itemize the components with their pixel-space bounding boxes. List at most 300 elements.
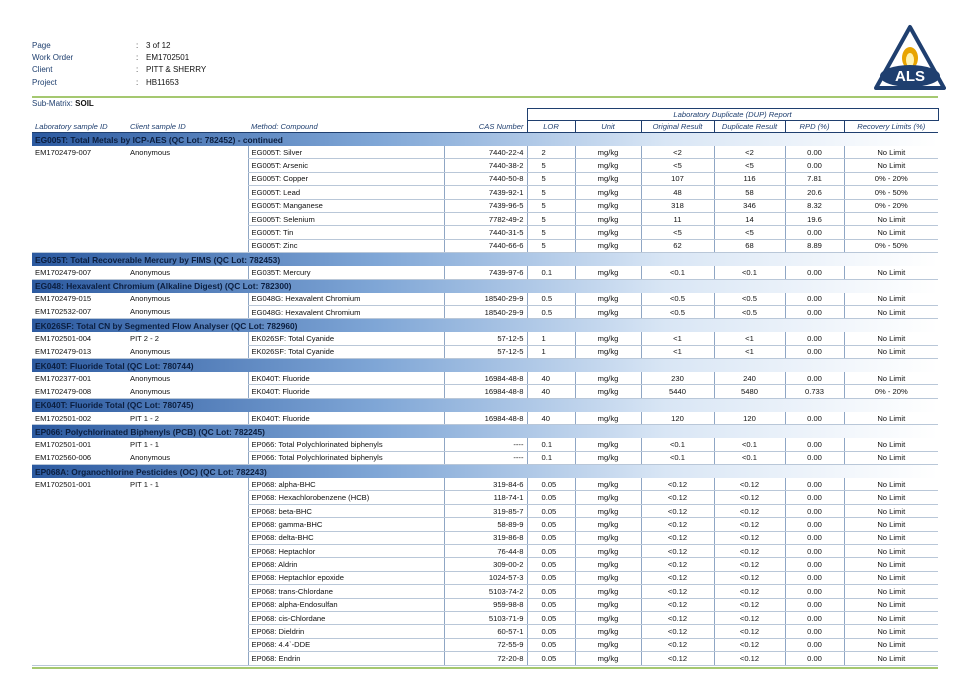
client-sample-id: Anonymous bbox=[127, 385, 248, 398]
table-row bbox=[32, 199, 938, 212]
meta-key: Page bbox=[32, 41, 51, 50]
table-row bbox=[32, 652, 938, 665]
duplicate-result: <0.5 bbox=[714, 293, 785, 306]
meta-key: Project bbox=[32, 77, 57, 87]
original-result: <0.12 bbox=[641, 571, 714, 584]
lor-value: 5 bbox=[527, 186, 575, 199]
meta-page: Page : 3 of 12 bbox=[32, 40, 206, 52]
recovery-limits: 0% - 20% bbox=[844, 172, 938, 185]
duplicate-result: <0.1 bbox=[714, 266, 785, 279]
original-result: <1 bbox=[641, 332, 714, 345]
original-result: <0.1 bbox=[641, 438, 714, 451]
table-row bbox=[32, 531, 938, 544]
unit: mg/kg bbox=[575, 186, 641, 199]
cas-number: 319-84-6 bbox=[444, 478, 527, 491]
rpd-value: 0.00 bbox=[785, 491, 844, 504]
original-result: <0.12 bbox=[641, 531, 714, 544]
unit: mg/kg bbox=[575, 652, 641, 665]
table-row bbox=[32, 239, 938, 252]
client-sample-id bbox=[127, 611, 248, 624]
cas-number: 16984-48-8 bbox=[444, 412, 527, 425]
col-lab-id: Laboratory sample ID bbox=[32, 121, 127, 133]
cas-number: 959-98-8 bbox=[444, 598, 527, 611]
method-group-header bbox=[32, 319, 938, 333]
recovery-limits: No Limit bbox=[844, 478, 938, 491]
compound: EG005T: Arsenic bbox=[248, 159, 444, 172]
meta-key: Work Order bbox=[32, 53, 74, 63]
meta-value: EM1702501 bbox=[146, 53, 190, 63]
lor-value: 40 bbox=[527, 412, 575, 425]
lab-sample-id: EM1702560-006 bbox=[32, 451, 127, 464]
lor-value: 0.05 bbox=[527, 598, 575, 611]
lor-value: 5 bbox=[527, 212, 575, 225]
cas-number: 7439-97-6 bbox=[444, 266, 527, 279]
recovery-limits: No Limit bbox=[844, 332, 938, 345]
rpd-value: 0.00 bbox=[785, 625, 844, 638]
method-group-header bbox=[32, 359, 938, 373]
group-title: EK040T: Fluoride Total (QC Lot: 780744) bbox=[32, 359, 938, 373]
original-result: 107 bbox=[641, 172, 714, 185]
lab-sample-id: EM1702501-004 bbox=[35, 334, 92, 344]
cas-number: 309-00-2 bbox=[444, 558, 527, 571]
cas-number: 319-86-8 bbox=[444, 531, 527, 544]
recovery-limits: No Limit bbox=[844, 585, 938, 598]
recovery-limits: No Limit bbox=[844, 266, 938, 279]
unit: mg/kg bbox=[575, 598, 641, 611]
recovery-limits: No Limit bbox=[844, 305, 938, 318]
duplicate-result: <0.12 bbox=[714, 585, 785, 598]
duplicate-result: <0.12 bbox=[714, 504, 785, 517]
group-title: EG035T: Total Recoverable Mercury by FIMS (QC Lot: 782453) bbox=[32, 253, 938, 267]
duplicate-result: <0.12 bbox=[714, 558, 785, 571]
compound: EP068: gamma-BHC bbox=[248, 518, 444, 531]
original-result: <0.12 bbox=[641, 611, 714, 624]
table-row bbox=[32, 266, 938, 279]
table-row bbox=[32, 332, 938, 345]
original-result: <0.5 bbox=[641, 293, 714, 306]
cas-number: 118-74-1 bbox=[444, 491, 527, 504]
client-sample-id bbox=[127, 212, 248, 225]
col-lor: LOR bbox=[527, 121, 575, 133]
duplicate-result: <0.12 bbox=[714, 638, 785, 651]
compound: EG005T: Manganese bbox=[248, 199, 444, 212]
rpd-value: 0.00 bbox=[785, 159, 844, 172]
unit: mg/kg bbox=[575, 332, 641, 345]
cas-number: 58-89-9 bbox=[444, 518, 527, 531]
rpd-value: 0.00 bbox=[785, 226, 844, 239]
cas-number: 57-12-5 bbox=[444, 345, 527, 358]
report-metadata bbox=[32, 40, 206, 89]
compound: EK040T: Fluoride bbox=[248, 385, 444, 398]
cas-number: 57-12-5 bbox=[444, 332, 527, 345]
original-result: <5 bbox=[641, 226, 714, 239]
lab-sample-id: EM1702532-007 bbox=[32, 305, 127, 318]
meta-client: Client : PITT & SHERRY bbox=[32, 64, 206, 76]
unit: mg/kg bbox=[575, 159, 641, 172]
col-original: Original Result bbox=[641, 121, 714, 133]
duplicate-result: <0.1 bbox=[714, 451, 785, 464]
col-cas: CAS Number bbox=[444, 121, 527, 133]
recovery-limits: No Limit bbox=[844, 491, 938, 504]
recovery-limits: No Limit bbox=[844, 146, 938, 159]
compound: EG005T: Copper bbox=[248, 172, 444, 185]
cas-number: 7782-49-2 bbox=[444, 212, 527, 225]
cas-number: 1024-57-3 bbox=[444, 571, 527, 584]
compound: EK026SF: Total Cyanide bbox=[248, 332, 444, 345]
lab-sample-id bbox=[32, 212, 127, 225]
lab-sample-id bbox=[32, 518, 127, 531]
client-sample-id: Anonymous bbox=[130, 147, 171, 157]
compound: EP068: 4.4`-DDE bbox=[248, 638, 444, 651]
original-result: <0.5 bbox=[641, 305, 714, 318]
client-sample-id bbox=[127, 186, 248, 199]
original-result: 48 bbox=[641, 186, 714, 199]
original-result: 5440 bbox=[641, 385, 714, 398]
unit: mg/kg bbox=[575, 518, 641, 531]
compound: EP066: Total Polychlorinated biphenyls bbox=[248, 451, 444, 464]
original-result: <0.12 bbox=[641, 625, 714, 638]
table-row bbox=[32, 293, 938, 306]
unit: mg/kg bbox=[575, 531, 641, 544]
table-row bbox=[32, 345, 938, 358]
duplicate-report-table bbox=[32, 108, 939, 666]
recovery-limits: 0% - 20% bbox=[844, 199, 938, 212]
method-group-header bbox=[32, 465, 938, 479]
original-result: 230 bbox=[641, 372, 714, 385]
lor-value: 5 bbox=[527, 159, 575, 172]
unit: mg/kg bbox=[575, 199, 641, 212]
duplicate-result: <0.12 bbox=[714, 625, 785, 638]
lor-value: 0.1 bbox=[527, 451, 575, 464]
table-row bbox=[32, 305, 938, 318]
client-sample-id: Anonymous bbox=[127, 345, 248, 358]
recovery-limits: No Limit bbox=[844, 451, 938, 464]
lor-value: 1 bbox=[527, 332, 575, 345]
lor-value: 40 bbox=[527, 385, 575, 398]
group-title: EP068A: Organochlorine Pesticides (OC) (QC Lot: 782243) bbox=[32, 465, 938, 479]
table-row bbox=[32, 491, 938, 504]
recovery-limits: No Limit bbox=[844, 531, 938, 544]
rpd-value: 0.00 bbox=[785, 451, 844, 464]
lor-value: 0.1 bbox=[527, 266, 575, 279]
rpd-value: 0.00 bbox=[785, 611, 844, 624]
col-client-id: Client sample ID bbox=[127, 121, 248, 133]
unit: mg/kg bbox=[575, 611, 641, 624]
lab-sample-id bbox=[32, 571, 127, 584]
method-group-header bbox=[32, 279, 938, 293]
cas-number: 16984-48-8 bbox=[444, 385, 527, 398]
table-row bbox=[32, 611, 938, 624]
table-row bbox=[32, 412, 938, 425]
compound: EP068: cis-Chlordane bbox=[248, 611, 444, 624]
client-sample-id bbox=[127, 571, 248, 584]
lor-value: 40 bbox=[527, 372, 575, 385]
table-row bbox=[32, 571, 938, 584]
unit: mg/kg bbox=[575, 558, 641, 571]
col-rpd: RPD (%) bbox=[785, 121, 844, 133]
bottom-divider bbox=[32, 667, 938, 669]
rpd-value: 0.00 bbox=[785, 478, 844, 491]
compound: EP068: Endrin bbox=[248, 652, 444, 665]
recovery-limits: No Limit bbox=[844, 652, 938, 665]
lab-sample-id bbox=[32, 585, 127, 598]
compound: EG005T: Lead bbox=[248, 186, 444, 199]
recovery-limits: No Limit bbox=[844, 558, 938, 571]
duplicate-result: <0.12 bbox=[714, 531, 785, 544]
duplicate-result: <0.12 bbox=[714, 544, 785, 557]
rpd-value: 0.00 bbox=[785, 266, 844, 279]
rpd-value: 0.00 bbox=[785, 571, 844, 584]
compound: EK040T: Fluoride bbox=[248, 412, 444, 425]
table-row bbox=[32, 146, 938, 159]
rpd-value: 0.00 bbox=[785, 518, 844, 531]
method-group-header bbox=[32, 253, 938, 267]
method-group-header bbox=[32, 398, 938, 412]
compound: EP068: Dieldrin bbox=[248, 625, 444, 638]
recovery-limits: No Limit bbox=[844, 504, 938, 517]
lab-sample-id bbox=[32, 544, 127, 557]
table-row bbox=[32, 159, 938, 172]
cas-number: 72-55-9 bbox=[444, 638, 527, 651]
client-sample-id bbox=[127, 159, 248, 172]
unit: mg/kg bbox=[575, 146, 641, 159]
group-title: EG048: Hexavalent Chromium (Alkaline Digest) (QC Lot: 782300) bbox=[32, 279, 938, 293]
duplicate-result: <0.12 bbox=[714, 518, 785, 531]
method-group-header bbox=[32, 425, 938, 439]
meta-value: PITT & SHERRY bbox=[146, 65, 207, 75]
col-limits: Recovery Limits (%) bbox=[844, 121, 938, 133]
lab-sample-id bbox=[32, 186, 127, 199]
unit: mg/kg bbox=[575, 544, 641, 557]
cas-number: 5103-71-9 bbox=[444, 611, 527, 624]
compound: EP068: alpha-Endosulfan bbox=[248, 598, 444, 611]
lor-value: 5 bbox=[527, 199, 575, 212]
client-sample-id bbox=[127, 172, 248, 185]
duplicate-result: 240 bbox=[714, 372, 785, 385]
lor-value: 0.05 bbox=[527, 625, 575, 638]
unit: mg/kg bbox=[575, 625, 641, 638]
lab-sample-id: EM1702479-007 bbox=[35, 147, 92, 157]
cas-number: 16984-48-8 bbox=[444, 372, 527, 385]
meta-key: Client bbox=[32, 65, 53, 75]
compound: EG005T: Selenium bbox=[248, 212, 444, 225]
cas-number: ---- bbox=[444, 451, 527, 464]
group-title: EG005T: Total Metals by ICP-AES (QC Lot: 782452) - continued bbox=[32, 133, 938, 147]
sub-matrix-label: Sub-Matrix: bbox=[32, 99, 73, 108]
duplicate-result: 120 bbox=[714, 412, 785, 425]
client-sample-id: Anonymous bbox=[130, 374, 171, 384]
rpd-value: 0.00 bbox=[785, 652, 844, 665]
lab-sample-id bbox=[32, 625, 127, 638]
duplicate-result: <0.12 bbox=[714, 571, 785, 584]
duplicate-result: <2 bbox=[714, 146, 785, 159]
client-sample-id: PIT 1 - 2 bbox=[127, 412, 248, 425]
rpd-value: 0.00 bbox=[785, 146, 844, 159]
rpd-value: 7.81 bbox=[785, 172, 844, 185]
rpd-value: 0.733 bbox=[785, 385, 844, 398]
lab-sample-id: EM1702501-001 bbox=[35, 440, 92, 450]
duplicate-result: 58 bbox=[714, 186, 785, 199]
table-row bbox=[32, 226, 938, 239]
lab-sample-id: EM1702479-015 bbox=[35, 294, 92, 304]
rpd-value: 0.00 bbox=[785, 504, 844, 517]
client-sample-id bbox=[127, 638, 248, 651]
unit: mg/kg bbox=[575, 491, 641, 504]
duplicate-result: <0.12 bbox=[714, 478, 785, 491]
lor-value: 5 bbox=[527, 172, 575, 185]
logo-text: ALS bbox=[895, 68, 925, 85]
duplicate-result: 68 bbox=[714, 239, 785, 252]
meta-value: HB11653 bbox=[146, 77, 179, 87]
lab-sample-id: EM1702501-002 bbox=[32, 412, 127, 425]
original-result: <0.12 bbox=[641, 491, 714, 504]
lab-sample-id bbox=[32, 531, 127, 544]
recovery-limits: No Limit bbox=[844, 212, 938, 225]
rpd-value: 8.32 bbox=[785, 199, 844, 212]
table-row bbox=[32, 372, 938, 385]
table-row bbox=[32, 544, 938, 557]
lor-value: 0.05 bbox=[527, 531, 575, 544]
compound: EP068: beta-BHC bbox=[248, 504, 444, 517]
rpd-value: 0.00 bbox=[785, 638, 844, 651]
unit: mg/kg bbox=[575, 571, 641, 584]
client-sample-id bbox=[127, 491, 248, 504]
unit: mg/kg bbox=[575, 412, 641, 425]
unit: mg/kg bbox=[575, 438, 641, 451]
recovery-limits: 0% - 50% bbox=[844, 239, 938, 252]
lor-value: 0.05 bbox=[527, 478, 575, 491]
table-row bbox=[32, 504, 938, 517]
lab-sample-id bbox=[32, 558, 127, 571]
unit: mg/kg bbox=[575, 266, 641, 279]
group-title: EK026SF: Total CN by Segmented Flow Analyser (QC Lot: 782960) bbox=[32, 319, 938, 333]
rpd-value: 0.00 bbox=[785, 544, 844, 557]
compound: EP068: Hexachlorobenzene (HCB) bbox=[248, 491, 444, 504]
original-result: 62 bbox=[641, 239, 714, 252]
lab-sample-id bbox=[32, 491, 127, 504]
recovery-limits: No Limit bbox=[844, 638, 938, 651]
cas-number: 7440-22-4 bbox=[444, 146, 527, 159]
client-sample-id: Anonymous bbox=[127, 451, 248, 464]
table-row bbox=[32, 172, 938, 185]
compound: EP066: Total Polychlorinated biphenyls bbox=[248, 438, 444, 451]
table-row bbox=[32, 451, 938, 464]
cas-number: 7440-31-5 bbox=[444, 226, 527, 239]
client-sample-id: PIT 2 - 2 bbox=[130, 334, 159, 344]
lor-value: 5 bbox=[527, 239, 575, 252]
rpd-value: 0.00 bbox=[785, 438, 844, 451]
client-sample-id bbox=[127, 518, 248, 531]
duplicate-result: 346 bbox=[714, 199, 785, 212]
rpd-value: 0.00 bbox=[785, 585, 844, 598]
client-sample-id: Anonymous bbox=[127, 305, 248, 318]
recovery-limits: No Limit bbox=[844, 438, 938, 451]
client-sample-id: Anonymous bbox=[127, 266, 248, 279]
recovery-limits: No Limit bbox=[844, 625, 938, 638]
unit: mg/kg bbox=[575, 585, 641, 598]
unit: mg/kg bbox=[575, 239, 641, 252]
cas-number: 18540-29-9 bbox=[444, 305, 527, 318]
meta-value: 3 of 12 bbox=[146, 41, 171, 50]
recovery-limits: No Limit bbox=[844, 412, 938, 425]
recovery-limits: 0% - 50% bbox=[844, 186, 938, 199]
client-sample-id bbox=[127, 558, 248, 571]
recovery-limits: No Limit bbox=[844, 598, 938, 611]
unit: mg/kg bbox=[575, 504, 641, 517]
compound: EP068: delta-BHC bbox=[248, 531, 444, 544]
unit: mg/kg bbox=[575, 451, 641, 464]
lab-sample-id: EM1702501-001 bbox=[35, 479, 92, 489]
original-result: <0.1 bbox=[641, 266, 714, 279]
client-sample-id bbox=[127, 598, 248, 611]
lab-sample-id bbox=[32, 504, 127, 517]
unit: mg/kg bbox=[575, 212, 641, 225]
client-sample-id bbox=[127, 199, 248, 212]
recovery-limits: No Limit bbox=[844, 571, 938, 584]
unit: mg/kg bbox=[575, 226, 641, 239]
rpd-value: 19.6 bbox=[785, 212, 844, 225]
compound: EP068: trans-Chlordane bbox=[248, 585, 444, 598]
compound: EG048G: Hexavalent Chromium bbox=[248, 305, 444, 318]
duplicate-result: <5 bbox=[714, 226, 785, 239]
rpd-value: 0.00 bbox=[785, 531, 844, 544]
lab-sample-id: EM1702377-001 bbox=[35, 374, 92, 384]
cas-number: 7440-66-6 bbox=[444, 239, 527, 252]
original-result: <0.12 bbox=[641, 478, 714, 491]
original-result: <0.12 bbox=[641, 598, 714, 611]
client-sample-id bbox=[127, 226, 248, 239]
lab-sample-id bbox=[32, 239, 127, 252]
lor-value: 0.05 bbox=[527, 571, 575, 584]
group-title: EP066: Polychlorinated Biphenyls (PCB) (QC Lot: 782245) bbox=[32, 425, 938, 439]
table-row bbox=[32, 638, 938, 651]
compound: EP068: Heptachlor epoxide bbox=[248, 571, 444, 584]
client-sample-id: Anonymous bbox=[130, 294, 171, 304]
compound: EK040T: Fluoride bbox=[248, 372, 444, 385]
lab-sample-id bbox=[32, 598, 127, 611]
als-logo bbox=[874, 24, 946, 92]
original-result: <0.12 bbox=[641, 652, 714, 665]
unit: mg/kg bbox=[575, 345, 641, 358]
table-row bbox=[32, 186, 938, 199]
cas-number: 18540-29-9 bbox=[444, 293, 527, 306]
client-sample-id: PIT 1 - 1 bbox=[130, 440, 159, 450]
client-sample-id bbox=[127, 239, 248, 252]
original-result: <0.12 bbox=[641, 585, 714, 598]
table-row bbox=[32, 625, 938, 638]
original-result: <0.12 bbox=[641, 544, 714, 557]
lor-value: 0.05 bbox=[527, 585, 575, 598]
lor-value: 5 bbox=[527, 226, 575, 239]
rpd-value: 0.00 bbox=[785, 372, 844, 385]
original-result: <0.12 bbox=[641, 518, 714, 531]
table-row bbox=[32, 212, 938, 225]
compound: EP068: Heptachlor bbox=[248, 544, 444, 557]
original-result: <0.12 bbox=[641, 504, 714, 517]
original-result: 11 bbox=[641, 212, 714, 225]
recovery-limits: No Limit bbox=[844, 159, 938, 172]
col-method: Method: Compound bbox=[248, 121, 444, 133]
cas-number: 72-20-8 bbox=[444, 652, 527, 665]
table-row bbox=[32, 558, 938, 571]
original-result: <0.12 bbox=[641, 638, 714, 651]
unit: mg/kg bbox=[575, 638, 641, 651]
recovery-limits: 0% - 20% bbox=[844, 385, 938, 398]
compound: EP068: alpha-BHC bbox=[248, 478, 444, 491]
cas-number: 5103-74-2 bbox=[444, 585, 527, 598]
original-result: <5 bbox=[641, 159, 714, 172]
lab-sample-id: EM1702479-007 bbox=[32, 266, 127, 279]
